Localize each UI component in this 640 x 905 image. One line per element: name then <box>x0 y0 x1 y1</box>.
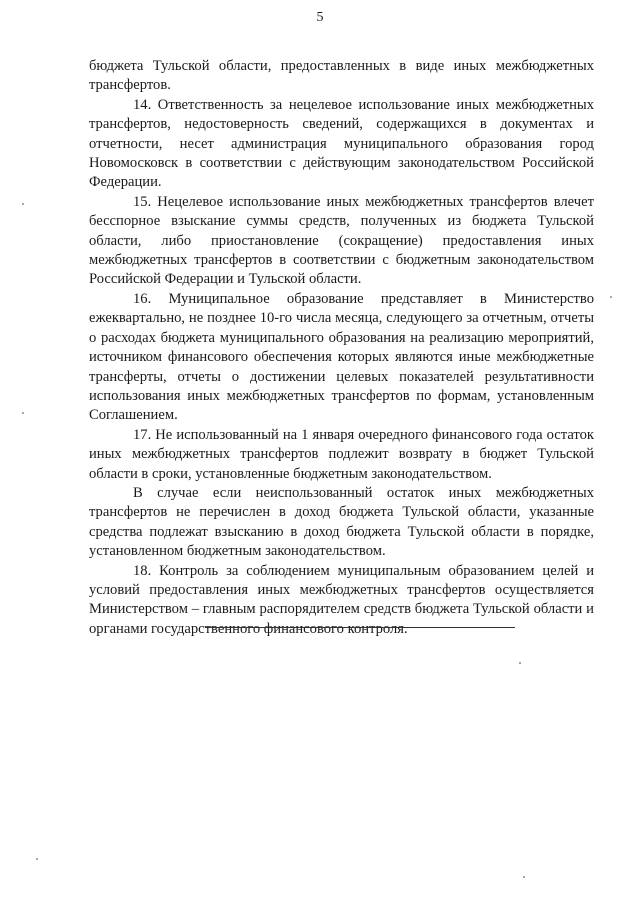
scan-speck <box>36 858 38 860</box>
page-number: 5 <box>316 10 324 25</box>
document-body <box>89 57 594 639</box>
scan-speck <box>519 662 521 664</box>
scan-speck <box>610 296 612 298</box>
paragraph-continuation: бюджета Тульской области, предоставленных в виде иных межбюджетных трансфертов. <box>89 58 594 94</box>
paragraph-15: 15. Нецелевое использование иных межбюджетных трансфертов влечет бесспорное взыскание суммы средств, полученных из бюджета Тульской области, либо приостановление (сокращение) предоставления иных межбюджетных трансфертов в соответствии с бюджетным законодательством Российской Федерации и Тульской области. <box>89 193 594 288</box>
paragraph-17: 17. Не использованный на 1 января очередного финансового года остаток иных межбюджетных трансфертов подлежит возврату в бюджет Тульской области в сроки, установленные бюджетным законодательством. <box>89 426 594 482</box>
scan-speck <box>22 412 24 414</box>
paragraph-17-case: В случае если неиспользованный остаток иных межбюджетных трансфертов не перечислен в доход бюджета Тульской области, указанные средства подлежат взысканию в доход бюджета Тульской области в порядке, установленном бюджетным законодательством. <box>89 484 594 560</box>
scan-speck <box>22 203 24 205</box>
paragraph-18: 18. Контроль за соблюдением муниципальным образованием целей и условий предоставления иных межбюджетных трансфертов осуществляется Министерством – главным распорядителем средств бюджета Тульской области и органами государственного финансового контроля. <box>89 562 594 637</box>
end-divider-line <box>205 627 515 628</box>
scan-speck <box>523 876 525 878</box>
paragraph-14: 14. Ответственность за нецелевое использование иных межбюджетных трансфертов, недостоверность сведений, содержащихся в документах и отчетности, несет администрация муниципального образования город Новомосковск в соответствии с действующим законодательством Российской Федерации. <box>89 96 594 191</box>
paragraph-16: 16. Муниципальное образование представляет в Министерство ежеквартально, не позднее 10-го числа месяца, следующего за отчетным, отчеты о расходах бюджета муниципального образования на реализацию мероприятий, источником финансового обеспечения которых являются иные межбюджетные трансферты, отчеты о достижении целевых показателей результативности использования иных межбюджетных трансфертов по формам, установленным Соглашением. <box>89 290 594 424</box>
